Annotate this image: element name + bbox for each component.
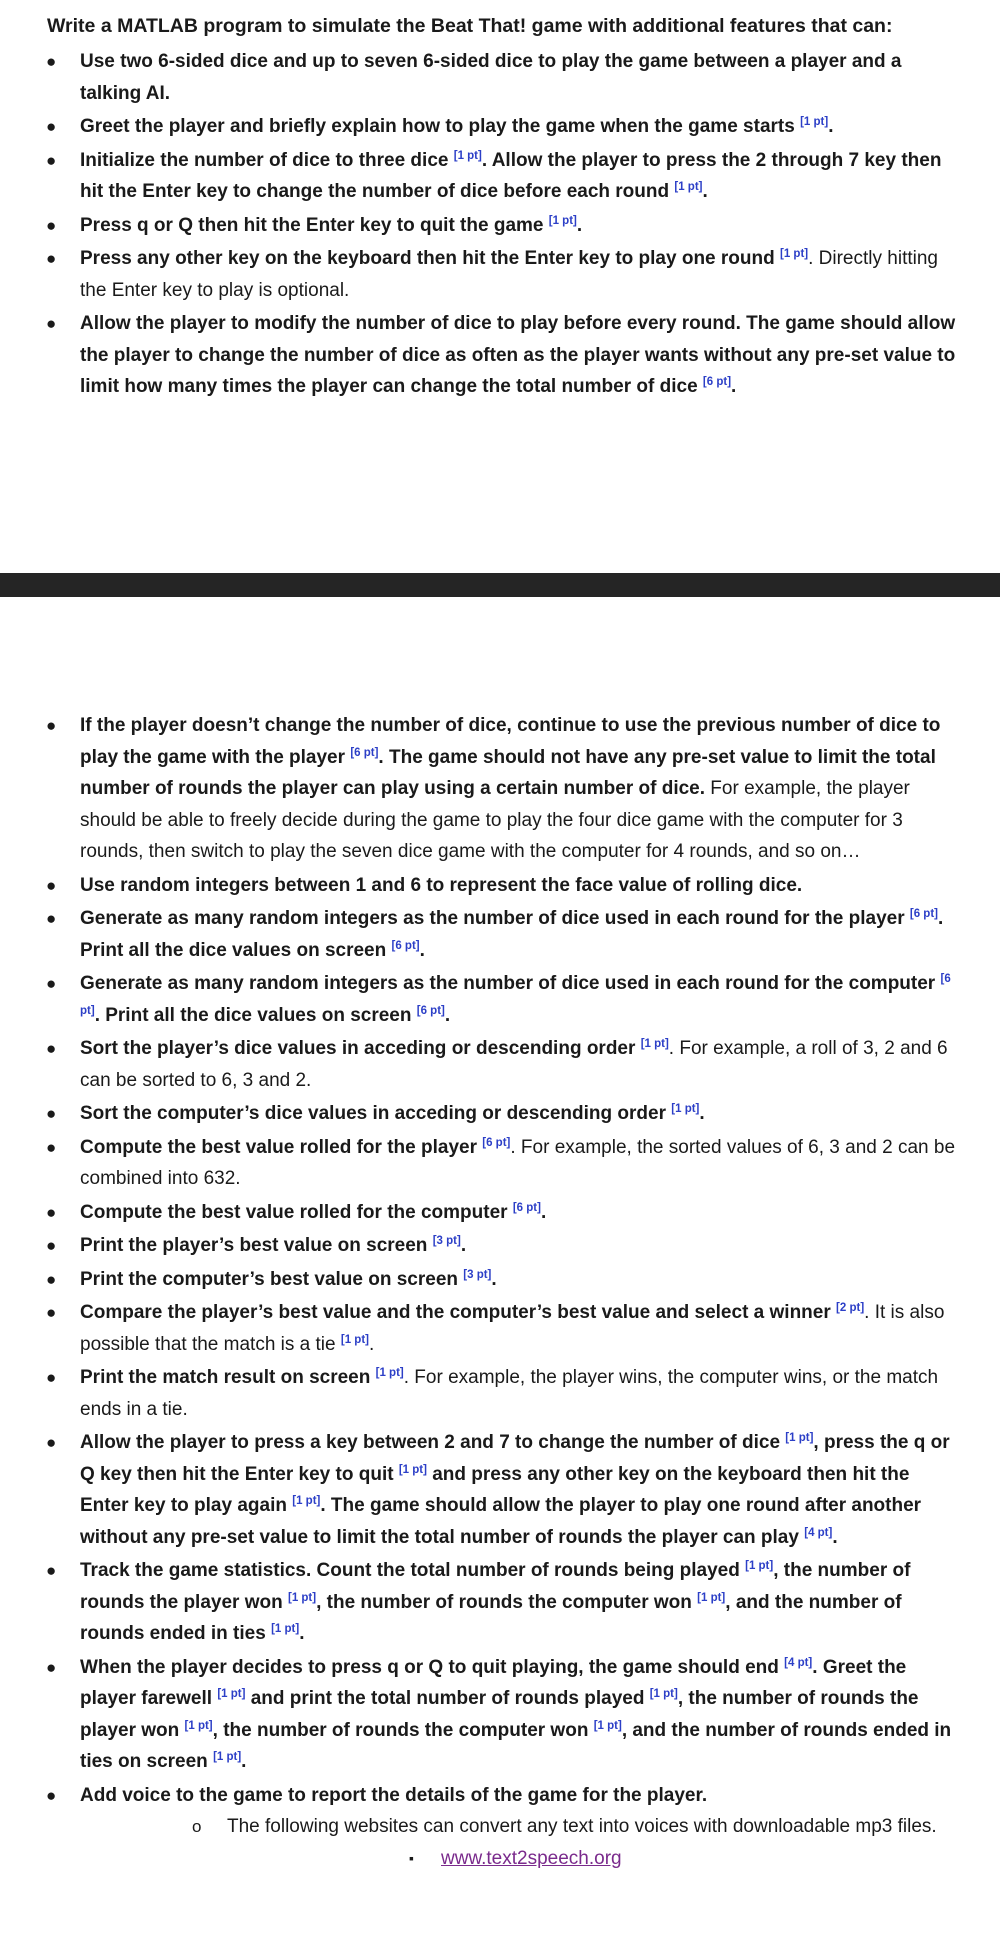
page-separator-band: [0, 573, 1000, 597]
points-tag: [1 pt]: [271, 1623, 300, 1635]
points-tag: [1 pt]: [292, 1495, 321, 1507]
points-tag: [4 pt]: [784, 1656, 813, 1669]
list-item: ● Add voice to the game to report the details of the game for the player. o The following websites can convert any text into voices with downloadable mp3 files. ▪ www.text2speech.org: [0, 1780, 1000, 1875]
bullet-icon: ●: [46, 215, 57, 235]
square-bullet-icon: ▪: [409, 1849, 414, 1866]
list-item: ● Print the match result on screen [1 pt]. For example, the player wins, the computer wins, or the match ends in a tie.: [0, 1362, 1000, 1425]
list-item: ● Sort the player’s dice values in acceding or descending order [1 pt]. For example, a roll of 3, 2 and 6 can be sorted to 6, 3 and 2.: [0, 1033, 1000, 1096]
points-tag: [1 pt]: [593, 1719, 622, 1732]
requirements-list-top: [0, 46, 1000, 403]
list-item: ● When the player decides to press q or Q to quit playing, the game should end [4 pt]. Greet the player farewell [1 pt] and print the total number of rounds played [1 pt], the number of rounds the player won [1 pt], the number of rounds the computer won [1 pt], and the number of rounds ended in ties on screen [1 pt].: [0, 1652, 1000, 1778]
bullet-icon: ●: [46, 716, 57, 735]
points-tag: [1 pt]: [453, 149, 482, 162]
bullet-icon: ●: [46, 1039, 57, 1058]
bullet-icon: ●: [46, 150, 57, 170]
list-item: ● Track the game statistics. Count the total number of rounds being played [1 pt], the number of rounds the player won [1 pt], the number of rounds the computer won [1 pt], and the number of rounds ended in ties [1 pt].: [0, 1555, 1000, 1650]
points-tag: [6 pt]: [350, 746, 379, 759]
bullet-icon: ●: [46, 117, 57, 136]
requirements-list-bottom: [0, 710, 1000, 1874]
points-tag: [1 pt]: [340, 1333, 369, 1346]
bullet-icon: ●: [46, 1236, 57, 1255]
list-item: ● Generate as many random integers as the number of dice used in each round for the player [6 pt]. Print all the dice values on screen [6 pt].: [0, 903, 1000, 966]
points-tag: [3 pt]: [463, 1268, 492, 1281]
points-tag: [2 pt]: [836, 1302, 865, 1314]
points-tag: [1 pt]: [649, 1688, 678, 1700]
bullet-icon: ●: [46, 1303, 57, 1322]
bullet-icon: ●: [46, 249, 57, 268]
bullet-icon: ●: [46, 1433, 57, 1452]
voice-sublist: [80, 1811, 962, 1874]
assignment-heading: Write a MATLAB program to simulate the Beat That! game with additional features that can:: [47, 15, 893, 37]
list-item: ● Use random integers between 1 and 6 to represent the face value of rolling dice.: [0, 870, 1000, 902]
list-item: ● Compute the best value rolled for the player [6 pt]. For example, the sorted values of 6, 3 and 2 can be combined into 632.: [0, 1132, 1000, 1195]
list-item: ● Use two 6-sided dice and up to seven 6-sided dice to play the game between a player and a talking AI.: [0, 46, 1000, 109]
bullet-icon: ●: [46, 974, 57, 993]
points-tag: [6 pt]: [482, 1136, 511, 1149]
points-tag: [1 pt]: [800, 116, 829, 128]
points-tag: [1 pt]: [217, 1688, 246, 1700]
list-item: ● Allow the player to press a key between 2 and 7 to change the number of dice [1 pt], press the q or Q key then hit the Enter key to quit [1 pt] and press any other key on the keyboard then hit the Enter key to play again [1 pt]. The game should allow the player to play one round after another without any pre-set value to limit the total number of rounds the player can play [4 pt].: [0, 1427, 1000, 1553]
bullet-icon: ●: [46, 1368, 57, 1387]
document-page-top: [0, 0, 1000, 405]
text2speech-link[interactable]: www.text2speech.org: [441, 1847, 622, 1869]
bullet-icon: ●: [46, 314, 57, 333]
document-page-bottom: [0, 710, 1000, 1876]
list-item: ● Initialize the number of dice to three dice [1 pt]. Allow the player to press the 2 through 7 key then hit the Enter key to change the number of dice before each round [1 pt].: [0, 145, 1000, 208]
bullet-icon: ●: [46, 52, 57, 71]
bullet-icon: ●: [46, 1785, 57, 1805]
points-tag: [1 pt]: [640, 1038, 669, 1050]
list-item: ● Press q or Q then hit the Enter key to quit the game [1 pt].: [0, 210, 1000, 242]
points-tag: [1 pt]: [287, 1591, 317, 1604]
points-tag: [1 pt]: [398, 1463, 427, 1476]
list-item: ● Sort the computer’s dice values in acceding or descending order [1 pt].: [0, 1098, 1000, 1130]
points-tag: [6 pt]: [80, 973, 951, 1017]
bullet-icon: ●: [46, 1657, 57, 1677]
points-tag: [1 pt]: [785, 1432, 814, 1444]
points-tag: [1 pt]: [671, 1103, 700, 1115]
list-item: o The following websites can convert any text into voices with downloadable mp3 files. ▪ www.text2speech.org: [80, 1811, 962, 1874]
points-tag: [6 pt]: [909, 908, 938, 920]
list-item: ● If the player doesn’t change the number of dice, continue to use the previous number of dice to play the game with the player [6 pt]. The game should not have any pre-set value to limit the total number of rounds the player can play using a certain number of dice. For example, the player should be able to freely decide during the game to play the four dice game with the computer for 3 rounds, then switch to play the seven dice game with the computer for 4 rounds, and so on…: [0, 710, 1000, 868]
bullet-icon: ●: [46, 1137, 57, 1157]
list-item: [227, 1843, 962, 1875]
bullet-icon: ●: [46, 1561, 57, 1580]
bullet-icon: ●: [46, 909, 57, 928]
points-tag: [6 pt]: [512, 1201, 541, 1214]
list-item: ● Allow the player to modify the number of dice to play before every round. The game should allow the player to change the number of dice as often as the player wants without any pre-set value to limit how many times the player can change the total number of dice [6 pt].: [0, 308, 1000, 403]
points-tag: [1 pt]: [375, 1367, 404, 1379]
list-item: ● Generate as many random integers as the number of dice used in each round for the computer [6 pt]. Print all the dice values on screen [6 pt].: [0, 968, 1000, 1031]
website-sublist: [227, 1843, 962, 1875]
points-tag: [1 pt]: [780, 248, 809, 260]
points-tag: [3 pt]: [432, 1235, 461, 1247]
list-item: ● Print the computer’s best value on screen [3 pt].: [0, 1264, 1000, 1296]
bullet-icon: ●: [46, 1269, 57, 1289]
list-item: ● Print the player’s best value on screen [3 pt].: [0, 1230, 1000, 1262]
points-tag: [1 pt]: [697, 1591, 726, 1604]
bullet-icon: ●: [46, 1202, 57, 1222]
points-tag: [1 pt]: [548, 214, 577, 227]
bullet-icon: ●: [46, 875, 57, 895]
list-item: ● Compute the best value rolled for the computer [6 pt].: [0, 1197, 1000, 1229]
list-item: ● Greet the player and briefly explain how to play the game when the game starts [1 pt].: [0, 111, 1000, 143]
points-tag: [6 pt]: [391, 939, 420, 952]
points-tag: [6 pt]: [702, 376, 732, 388]
points-tag: [1 pt]: [213, 1751, 242, 1763]
points-tag: [4 pt]: [804, 1526, 833, 1539]
points-tag: [1 pt]: [745, 1560, 774, 1572]
list-item: ● Compare the player’s best value and the computer’s best value and select a winner [2 pt]. It is also possible that the match is a tie [1 pt].: [0, 1297, 1000, 1360]
points-tag: [1 pt]: [184, 1719, 213, 1732]
points-tag: [6 pt]: [416, 1004, 445, 1017]
list-item: ● Press any other key on the keyboard then hit the Enter key to play one round [1 pt]. Directly hitting the Enter key to play is optional.: [0, 243, 1000, 306]
circle-bullet-icon: o: [192, 1817, 202, 1836]
bullet-icon: ●: [46, 1104, 57, 1123]
points-tag: [1 pt]: [674, 181, 703, 193]
